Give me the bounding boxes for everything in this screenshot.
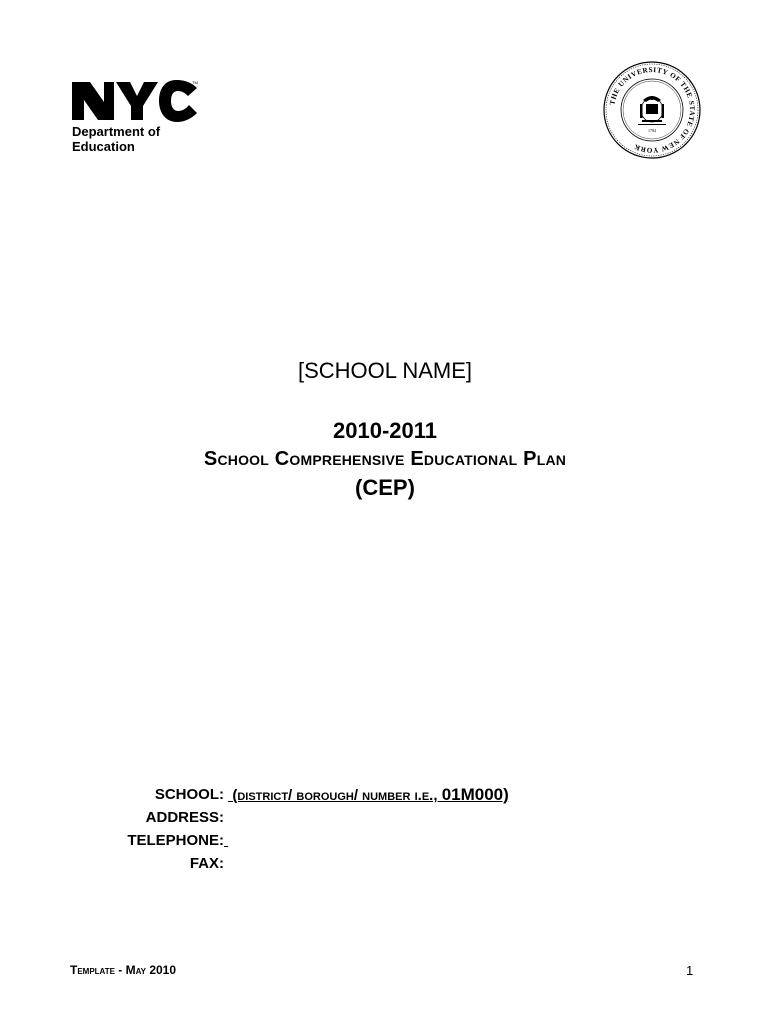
plan-title: School Comprehensive Educational Plan [203,448,567,470]
school-info-block [118,783,509,875]
fax-row [118,852,509,875]
address-row [118,806,509,829]
svg-text:TM: TM [192,80,198,85]
template-footer: Template - May 2010 [70,963,177,977]
telephone-value[interactable] [224,829,228,852]
school-row [118,783,509,806]
department-line-1: Department of [72,124,161,139]
address-label: ADDRESS: [145,809,224,826]
page-number: 1 [686,963,694,978]
department-line-2: Education [72,139,135,154]
svg-text:1784: 1784 [648,128,656,133]
fax-label: FAX: [189,855,224,872]
nyc-logo-icon [70,76,200,124]
plan-abbreviation: (CEP) [355,475,415,500]
seal-text: THE UNIVERSITY OF THE STATE OF NEW YORK [608,65,697,155]
school-label: SCHOOL: [154,786,224,803]
school-code: 01M000) [441,785,509,804]
telephone-label: TELEPHONE: [127,832,224,849]
school-name-placeholder: [SCHOOL NAME] [298,358,472,383]
university-state-seal-icon [602,60,702,160]
nyc-doe-logo [70,76,210,154]
school-value-text: (district/ borough/ number i.e., [232,787,442,804]
school-value[interactable] [228,783,509,807]
telephone-row [118,829,509,852]
plan-year: 2010-2011 [333,418,437,443]
